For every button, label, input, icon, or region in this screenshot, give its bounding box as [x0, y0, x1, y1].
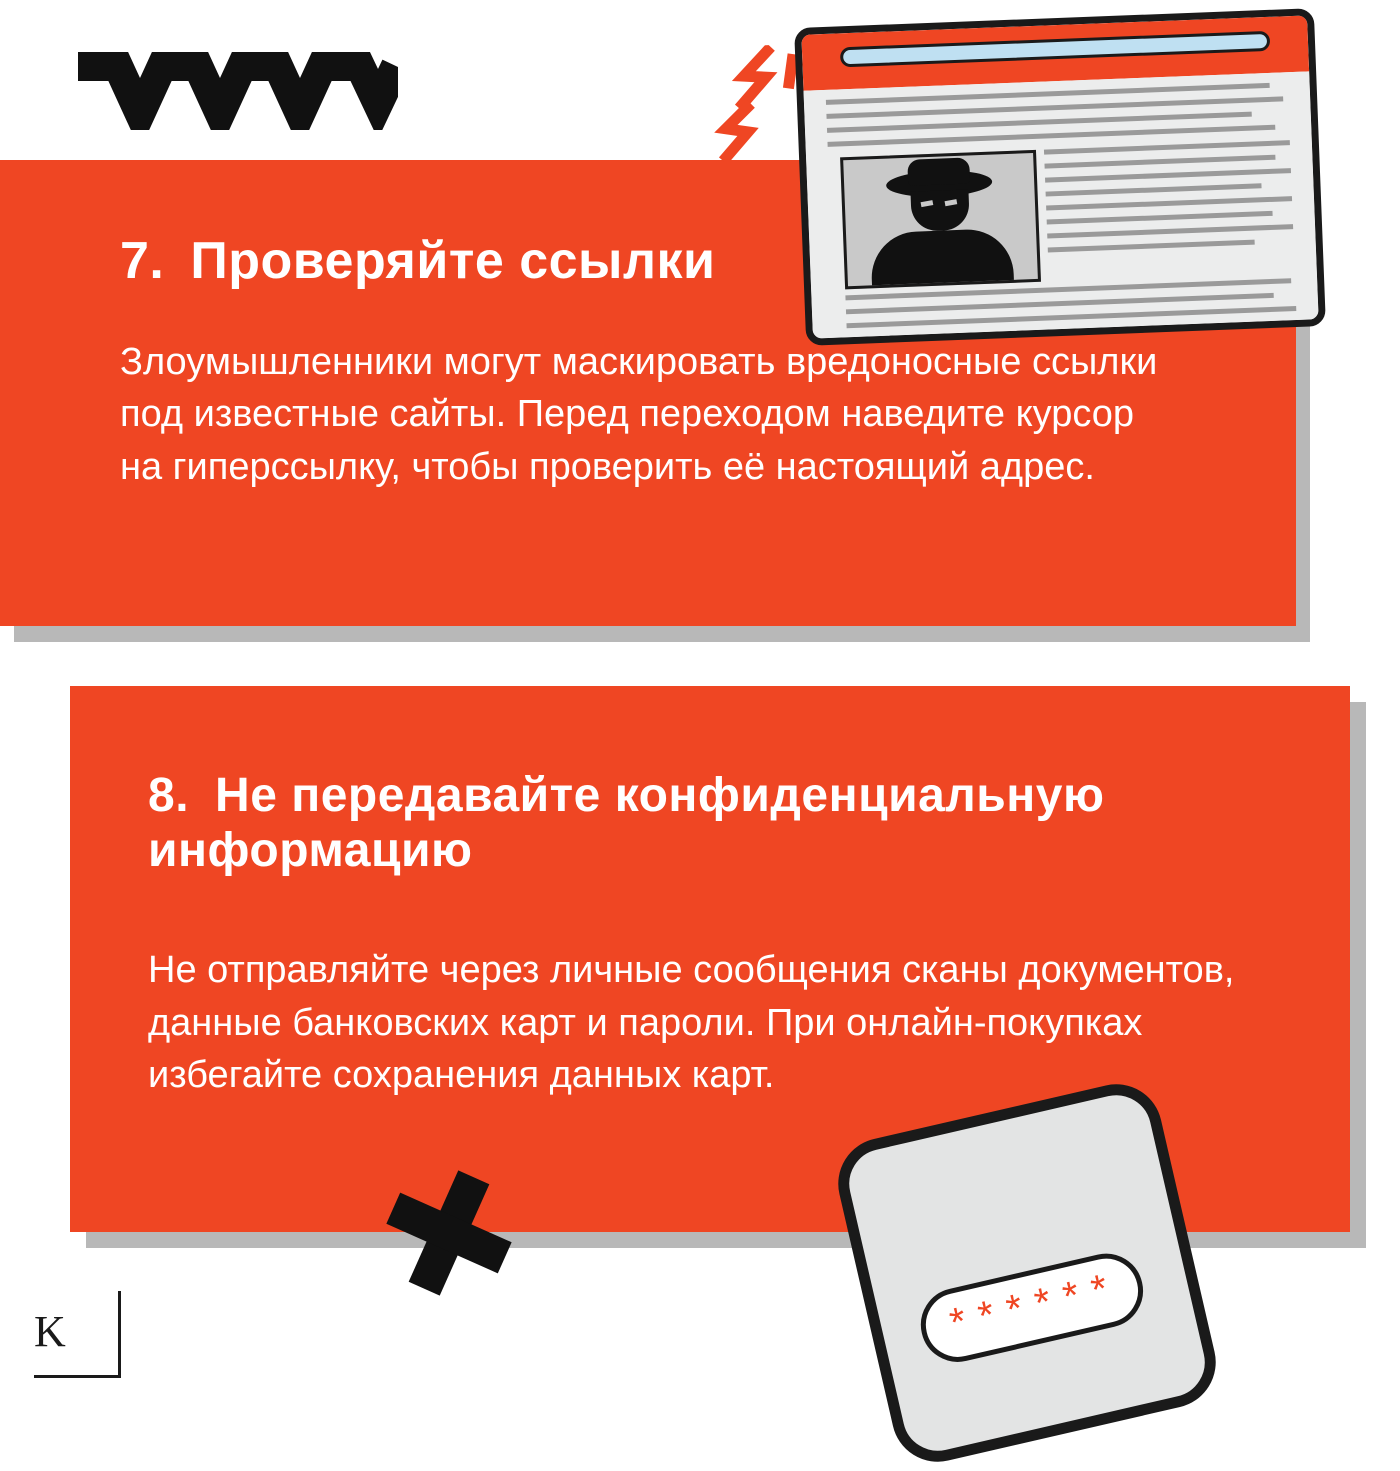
- news-article-window: [794, 8, 1326, 346]
- zigzag-logo: [78, 52, 398, 130]
- news-url-bar: [840, 31, 1270, 67]
- card-7-body: Злоумышленники могут маскировать вредоносные ссылки под известные сайты. Перед переходом наведите курсор на гиперссылку, чтобы проверить её настоящий адрес.: [120, 340, 1158, 488]
- spark-lines-icon: [709, 44, 804, 167]
- news-window-frame: [794, 8, 1326, 346]
- spy-silhouette-photo: [840, 150, 1041, 289]
- corner-letter: K: [34, 1307, 66, 1356]
- card-8-title-text: Не передавайте конфиденциальную информацию: [148, 769, 1105, 878]
- card-8-body: Не отправляйте через личные сообщения сканы документов, данные банковских карт и пароли. При онлайн-покупках избегайте сохранения данных карт.: [148, 949, 1235, 1097]
- card-7-number: 7.: [120, 232, 165, 290]
- password-field: ******: [914, 1246, 1151, 1369]
- card-8-content: [148, 768, 1318, 1102]
- card-8-number: 8.: [148, 769, 190, 822]
- news-window-page: [804, 71, 1319, 338]
- news-body-lines-right: [1044, 140, 1294, 261]
- card-7-title-text: Проверяйте ссылки: [190, 232, 716, 290]
- card-8-title: [148, 768, 1318, 878]
